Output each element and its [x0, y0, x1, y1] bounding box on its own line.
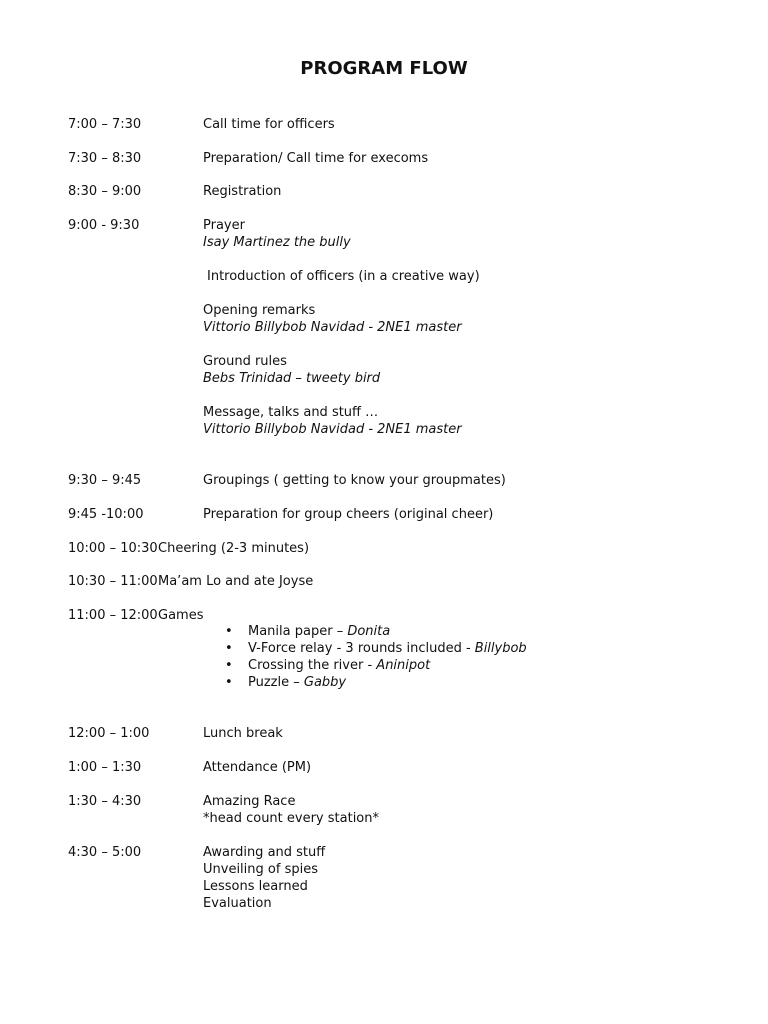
activity: Call time for officers [203, 117, 335, 132]
time-slot: 1:30 – 4:30 [68, 794, 142, 809]
time-slot: 9:45 -10:00 [68, 507, 144, 522]
game-leader: Gabby [303, 675, 347, 690]
activity: Message, talks and stuff … [203, 405, 379, 420]
game-leader: Donita [347, 624, 391, 639]
list-item: • Manila paper – Donita [225, 623, 527, 640]
time-slot: 7:30 – 8:30 [68, 151, 142, 166]
activity: Ground rules [203, 354, 287, 369]
time-slot: 10:30 – 11:00 [68, 574, 158, 589]
activity: Groupings ( getting to know your groupmates) [203, 473, 506, 488]
time-slot: 9:30 – 9:45 [68, 473, 142, 488]
activity-person: Bebs Trinidad – tweety bird [203, 371, 381, 386]
activity-person: Isay Martinez the bully [203, 235, 351, 250]
games-list [225, 623, 527, 691]
game-leader: Aninipot [376, 658, 431, 673]
time-slot: 10:00 – 10:30 [68, 541, 158, 556]
time-slot: 9:00 - 9:30 [68, 218, 140, 233]
time-slot: 8:30 – 9:00 [68, 184, 142, 199]
activity: Evaluation [203, 896, 272, 911]
activity-person: Vittorio Billybob Navidad - 2NE1 master [203, 320, 462, 335]
time-slot: 12:00 – 1:00 [68, 726, 150, 741]
time-slot: 4:30 – 5:00 [68, 845, 142, 860]
activity: Unveiling of spies [203, 862, 318, 877]
activity: Opening remarks [203, 303, 316, 318]
time-slot: 7:00 – 7:30 [68, 117, 142, 132]
activity: Lunch break [203, 726, 283, 741]
activity: Introduction of officers (in a creative way) [207, 269, 480, 284]
activity: Games [158, 608, 204, 623]
activity: Registration [203, 184, 282, 199]
time-slot: 1:00 – 1:30 [68, 760, 142, 775]
activity-note: *head count every station* [203, 811, 379, 826]
activity: Attendance (PM) [203, 760, 312, 775]
activity-person: Vittorio Billybob Navidad - 2NE1 master [203, 422, 462, 437]
time-slot: 11:00 – 12:00 [68, 608, 158, 623]
game-leader: Billybob [474, 641, 527, 656]
activity: Lessons learned [203, 879, 308, 894]
activity: Cheering (2-3 minutes) [158, 541, 310, 556]
activity: Preparation/ Call time for execoms [203, 151, 429, 166]
activity: Prayer [203, 218, 245, 233]
list-item: • V-Force relay - 3 rounds included - Billybob [225, 640, 527, 657]
list-item: • Crossing the river - Aninipot [225, 657, 527, 674]
activity: Ma’am Lo and ate Joyse [158, 574, 314, 589]
activity: Awarding and stuff [203, 845, 326, 860]
activity: Amazing Race [203, 794, 296, 809]
activity: Preparation for group cheers (original cheer) [203, 507, 494, 522]
list-item: • Puzzle – Gabby [225, 674, 527, 691]
page-title: PROGRAM FLOW [300, 58, 468, 79]
